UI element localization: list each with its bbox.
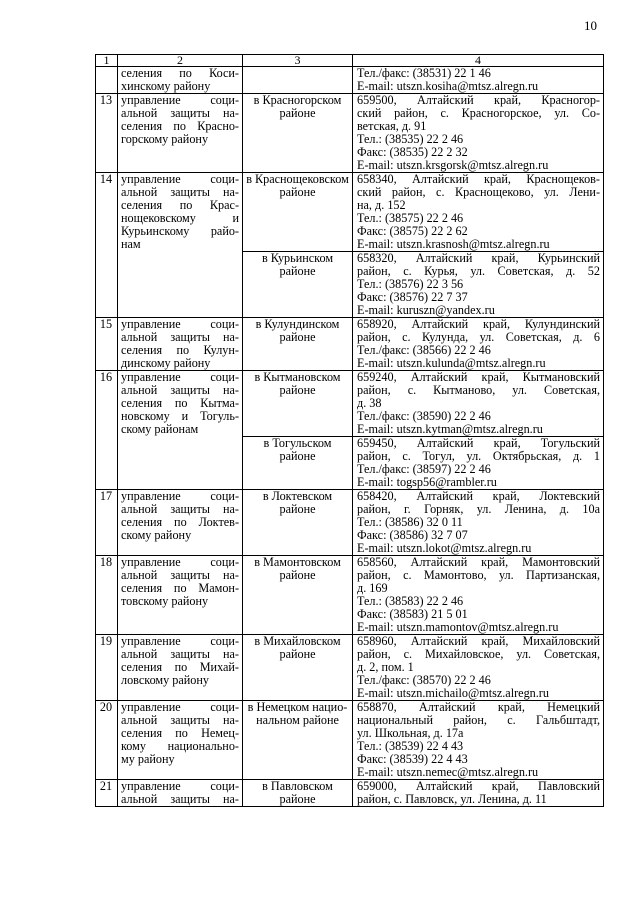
contact-line: район, с. Павловск, ул. Ленина, д. 11 — [357, 792, 547, 806]
district-line: в Красногорском — [253, 93, 342, 107]
contact-line: Тел.: (38575) 22 2 46 — [357, 211, 464, 225]
organization-cell — [118, 556, 243, 635]
organization-line: селения по Кулун- — [121, 343, 239, 357]
contact-line: Тел./факс: (38597) 22 2 46 — [357, 462, 491, 476]
contact-line: Факс: (38586) 32 7 07 — [357, 528, 468, 542]
row-number: 13 — [96, 94, 118, 173]
contact-cell — [353, 490, 604, 556]
email-line: E-mail: utszn.krsgorsk@mtsz.alregn.ru — [357, 158, 549, 172]
column-header: 4 — [353, 55, 604, 67]
organization-line: селения по Мамон- — [121, 581, 239, 595]
table-row — [96, 94, 604, 173]
contact-line: ский район, с. Красногорское, ул. Со- — [357, 106, 600, 120]
table-row — [96, 701, 604, 780]
district-line: в Михайловском — [254, 634, 341, 648]
contact-line: 658960, Алтайский край, Михайловский — [357, 634, 600, 648]
organization-cell — [118, 371, 243, 490]
contact-line: Тел./факс: (38531) 22 1 46 — [357, 66, 491, 80]
district-line: в Павловском — [262, 779, 333, 793]
email-line: E-mail: utszn.michailo@mtsz.alregn.ru — [357, 686, 549, 700]
table-row — [96, 371, 604, 437]
district-line: районе — [279, 383, 316, 397]
email-line: E-mail: utszn.mamontov@mtsz.alregn.ru — [357, 620, 559, 634]
district-line: в Локтевском — [262, 489, 333, 503]
column-header: 2 — [118, 55, 243, 67]
row-number: 20 — [96, 701, 118, 780]
page-number: 10 — [584, 18, 597, 33]
organization-line: селения по Красно- — [121, 119, 239, 133]
organization-line: Курьинскому райо- — [121, 224, 239, 238]
table-row — [96, 318, 604, 371]
organization-line: новскому и Тогуль- — [121, 409, 239, 423]
institutions-table — [95, 54, 604, 807]
table-row — [96, 780, 604, 807]
organization-line: альной защиты на- — [121, 792, 239, 806]
email-line: E-mail: utszn.kosiha@mtsz.alregn.ru — [357, 79, 539, 93]
contact-cell — [353, 173, 604, 252]
organization-line: альной защиты на- — [121, 713, 239, 727]
organization-line: товскому району — [121, 594, 209, 608]
district-cell — [243, 371, 353, 437]
organization-line: селения по Немец- — [121, 726, 239, 740]
contact-line: район, с. Курья, ул. Советская, д. 52 — [357, 264, 600, 278]
organization-line: управление соци- — [121, 634, 239, 648]
district-line: в Немецком нацио- — [247, 700, 348, 714]
contact-line: Тел./факс: (38590) 22 2 46 — [357, 409, 491, 423]
contact-line: ский район, с. Краснощеково, ул. Лени- — [357, 185, 600, 199]
contact-line: 659240, Алтайский край, Кытмановский — [357, 370, 600, 384]
district-line: в Тогульском — [263, 436, 332, 450]
organization-line: альной защиты на- — [121, 568, 239, 582]
row-number — [96, 67, 118, 94]
district-line: районе — [279, 449, 316, 463]
email-line: E-mail: utszn.lokot@mtsz.alregn.ru — [357, 541, 532, 555]
contact-line: д. 38 — [357, 396, 382, 410]
contact-line: район, с. Мамонтово, ул. Партизанская, — [357, 568, 600, 582]
organization-cell — [118, 490, 243, 556]
contact-line: 659000, Алтайский край, Павловский — [357, 779, 600, 793]
district-line: в Краснощековском — [246, 172, 349, 186]
organization-line: му району — [121, 752, 175, 766]
organization-line: управление соци- — [121, 555, 239, 569]
district-line: в Курьинском — [261, 251, 334, 265]
contact-line: Тел./факс: (38566) 22 2 46 — [357, 343, 491, 357]
table-row — [96, 67, 604, 94]
contact-line: Тел.: (38535) 22 2 46 — [357, 132, 464, 146]
email-line: E-mail: utszn.krasnosh@mtsz.alregn.ru — [357, 237, 550, 251]
organization-line: управление соци- — [121, 779, 239, 793]
organization-cell — [118, 67, 243, 94]
organization-line: хинскому району — [121, 79, 211, 93]
organization-line: селения по Коси- — [121, 66, 239, 80]
district-cell — [243, 490, 353, 556]
contact-line: Факс: (38575) 22 2 62 — [357, 224, 468, 238]
contact-line: Факс: (38583) 21 5 01 — [357, 607, 468, 621]
contact-line: ул. Школьная, д. 17а — [357, 726, 464, 740]
organization-cell — [118, 94, 243, 173]
row-number: 15 — [96, 318, 118, 371]
organization-line: селения по Локтев- — [121, 515, 239, 529]
organization-cell — [118, 635, 243, 701]
district-line: районе — [279, 502, 316, 516]
organization-line: нощековскому и — [121, 211, 239, 225]
contact-line: на, д. 152 — [357, 198, 406, 212]
contact-line: 658420, Алтайский край, Локтевский — [357, 489, 600, 503]
contact-line: район, г. Горняк, ул. Ленина, д. 10а — [357, 502, 600, 516]
organization-cell — [118, 780, 243, 807]
organization-line: альной защиты на- — [121, 502, 239, 516]
district-line: районе — [279, 185, 316, 199]
organization-line: альной защиты на- — [121, 330, 239, 344]
district-line: районе — [279, 330, 316, 344]
row-number: 19 — [96, 635, 118, 701]
organization-line: селения по Крас- — [121, 198, 239, 212]
district-cell — [243, 252, 353, 318]
contact-line: 658560, Алтайский край, Мамонтовский — [357, 555, 600, 569]
organization-line: селения по Михай- — [121, 660, 239, 674]
table-row — [96, 556, 604, 635]
district-cell — [243, 318, 353, 371]
organization-line: альной защиты на- — [121, 383, 239, 397]
contact-line: 658340, Алтайский край, Краснощеков- — [357, 172, 600, 186]
contact-line: Факс: (38539) 22 4 43 — [357, 752, 468, 766]
contact-cell — [353, 67, 604, 94]
contact-line: район, с. Кулунда, ул. Советская, д. 6 — [357, 330, 600, 344]
row-number: 17 — [96, 490, 118, 556]
contact-line: район, с. Кытманово, ул. Советская, — [357, 383, 600, 397]
district-line: в Мамонтовском — [254, 555, 341, 569]
table-header-row — [96, 55, 604, 67]
contact-cell — [353, 252, 604, 318]
organization-cell — [118, 701, 243, 780]
table-row — [96, 173, 604, 252]
organization-line: скому районам — [121, 422, 199, 436]
district-cell — [243, 94, 353, 173]
contact-line: 658870, Алтайский край, Немецкий — [357, 700, 600, 714]
contact-cell — [353, 556, 604, 635]
contact-line: д. 169 — [357, 581, 388, 595]
contact-line: район, с. Тогул, ул. Октябрьская, д. 1 — [357, 449, 600, 463]
email-line: E-mail: utszn.nemec@mtsz.alregn.ru — [357, 765, 539, 779]
row-number: 14 — [96, 173, 118, 318]
organization-line: управление соци- — [121, 317, 239, 331]
organization-line: управление соци- — [121, 489, 239, 503]
column-header: 1 — [96, 55, 118, 67]
email-line: E-mail: kuruszn@yandex.ru — [357, 303, 495, 317]
email-line: E-mail: utszn.kytman@mtsz.alregn.ru — [357, 422, 543, 436]
organization-line: альной защиты на- — [121, 106, 239, 120]
contact-line: Факс: (38576) 22 7 37 — [357, 290, 468, 304]
organization-line: ловскому району — [121, 673, 210, 687]
organization-line: селения по Кытма- — [121, 396, 239, 410]
contact-line: 659500, Алтайский край, Красногор- — [357, 93, 600, 107]
contact-cell — [353, 701, 604, 780]
organization-line: динскому району — [121, 356, 211, 370]
column-header: 3 — [243, 55, 353, 67]
row-number: 18 — [96, 556, 118, 635]
table-row — [96, 635, 604, 701]
organization-line: управление соци- — [121, 93, 239, 107]
district-cell — [243, 173, 353, 252]
organization-line: скому району — [121, 528, 192, 542]
organization-line: альной защиты на- — [121, 185, 239, 199]
district-line: районе — [279, 792, 316, 806]
contact-line: Тел.: (38576) 22 3 56 — [357, 277, 464, 291]
district-cell — [243, 67, 353, 94]
organization-cell — [118, 318, 243, 371]
district-line: в Кулундинском — [255, 317, 340, 331]
contact-line: Тел.: (38583) 22 2 46 — [357, 594, 464, 608]
organization-line: управление соци- — [121, 172, 239, 186]
table-row — [96, 490, 604, 556]
district-cell — [243, 556, 353, 635]
row-number: 16 — [96, 371, 118, 490]
district-cell — [243, 780, 353, 807]
district-line: районе — [279, 106, 316, 120]
contact-line: национальный район, с. Гальбштадт, — [357, 713, 600, 727]
organization-line: кому национально- — [121, 739, 239, 753]
contact-line: 658320, Алтайский край, Курьинский — [357, 251, 600, 265]
contact-cell — [353, 371, 604, 437]
contact-line: район, с. Михайловское, ул. Советская, — [357, 647, 600, 661]
row-number: 21 — [96, 780, 118, 807]
contact-line: Тел.: (38586) 32 0 11 — [357, 515, 463, 529]
contact-line: Факс: (38535) 22 2 32 — [357, 145, 468, 159]
organization-line: управление соци- — [121, 700, 239, 714]
contact-cell — [353, 94, 604, 173]
district-line: районе — [279, 264, 316, 278]
contact-line: Тел.: (38539) 22 4 43 — [357, 739, 464, 753]
contact-line: 658920, Алтайский край, Кулундинский — [357, 317, 600, 331]
email-line: E-mail: togsp56@rambler.ru — [357, 475, 497, 489]
contact-cell — [353, 635, 604, 701]
district-cell — [243, 701, 353, 780]
organization-line: нам — [121, 237, 141, 251]
district-line: нальном районе — [256, 713, 339, 727]
organization-line: управление соци- — [121, 370, 239, 384]
organization-line: альной защиты на- — [121, 647, 239, 661]
district-cell — [243, 635, 353, 701]
organization-cell — [118, 173, 243, 318]
contact-line: 659450, Алтайский край, Тогульский — [357, 436, 600, 450]
district-line: в Кытмановском — [254, 370, 341, 384]
email-line: E-mail: utszn.kulunda@mtsz.alregn.ru — [357, 356, 546, 370]
contact-line: ветская, д. 91 — [357, 119, 427, 133]
organization-line: горскому району — [121, 132, 209, 146]
district-line: районе — [279, 568, 316, 582]
contact-cell — [353, 437, 604, 490]
contact-line: д. 2, пом. 1 — [357, 660, 414, 674]
district-cell — [243, 437, 353, 490]
contact-cell — [353, 318, 604, 371]
contact-cell — [353, 780, 604, 807]
district-line: районе — [279, 647, 316, 661]
contact-line: Тел./факс: (38570) 22 2 46 — [357, 673, 491, 687]
